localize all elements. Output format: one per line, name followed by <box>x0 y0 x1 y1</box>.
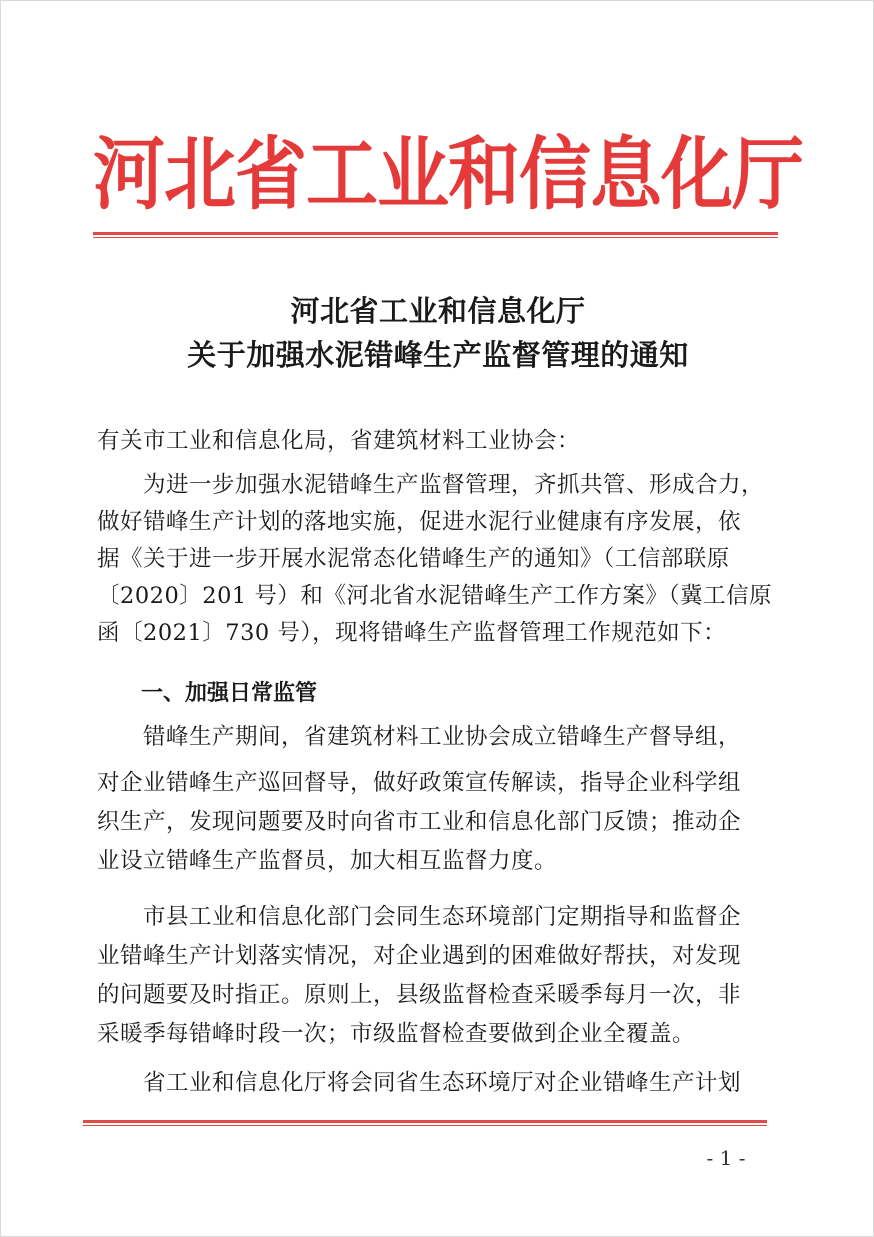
footer-rule-thick <box>83 1120 767 1123</box>
letterhead-rule-thin <box>93 237 778 238</box>
page-number: - 1 - <box>706 1146 746 1170</box>
para3-line4: 采暖季每错峰时段一次；市级监督检查要做到企业全覆盖。 <box>97 1021 696 1047</box>
para4-line1: 省工业和信息化厅将会同省生态环境厅对企业错峰生产计划 <box>97 1070 742 1096</box>
para2-line1: 错峰生产期间，省建筑材料工业协会成立错峰生产督导组， <box>97 724 742 750</box>
para2-line4: 业设立错峰生产监督员，加大相互监督力度。 <box>97 848 558 874</box>
document-title-line2: 关于加强水泥错峰生产监督管理的通知 <box>187 338 689 372</box>
para3-line3: 的问题要及时指正。原则上，县级监督检查采暖季每月一次，非 <box>97 982 742 1008</box>
para1-line1: 为进一步加强水泥错峰生产监督管理，齐抓共管、形成合力， <box>97 472 765 498</box>
para2-line3: 织生产，发现问题要及时向省市工业和信息化部门反馈；推动企 <box>97 809 742 835</box>
footer-rule-thin <box>83 1125 767 1126</box>
letterhead-rule-thick <box>93 232 778 235</box>
letterhead-title: 河北省工业和信息化厅 <box>93 127 804 221</box>
para3-line2: 业错峰生产计划落实情况，对企业遇到的困难做好帮扶，对发现 <box>97 943 742 969</box>
para1-line5: 函〔2021〕730 号），现将错峰生产监督管理工作规范如下： <box>97 620 727 646</box>
salutation: 有关市工业和信息化局，省建筑材料工业协会： <box>97 428 581 454</box>
para1-line4: 〔2020〕201 号）和《河北省水泥错峰生产工作方案》（冀工信原 <box>97 583 773 609</box>
para1-line3: 据《关于进一步开展水泥常态化错峰生产的通知》（工信部联原 <box>97 546 730 572</box>
para1-line2: 做好错峰生产计划的落地实施，促进水泥行业健康有序发展，依 <box>97 509 742 535</box>
section1-heading: 一、加强日常监管 <box>141 681 318 706</box>
document-title-line1: 河北省工业和信息化厅 <box>290 294 586 328</box>
para3-line1: 市县工业和信息化部门会同生态环境部门定期指导和监督企 <box>97 904 742 930</box>
para2-line2: 对企业错峰生产巡回督导，做好政策宣传解读，指导企业科学组 <box>97 770 742 796</box>
